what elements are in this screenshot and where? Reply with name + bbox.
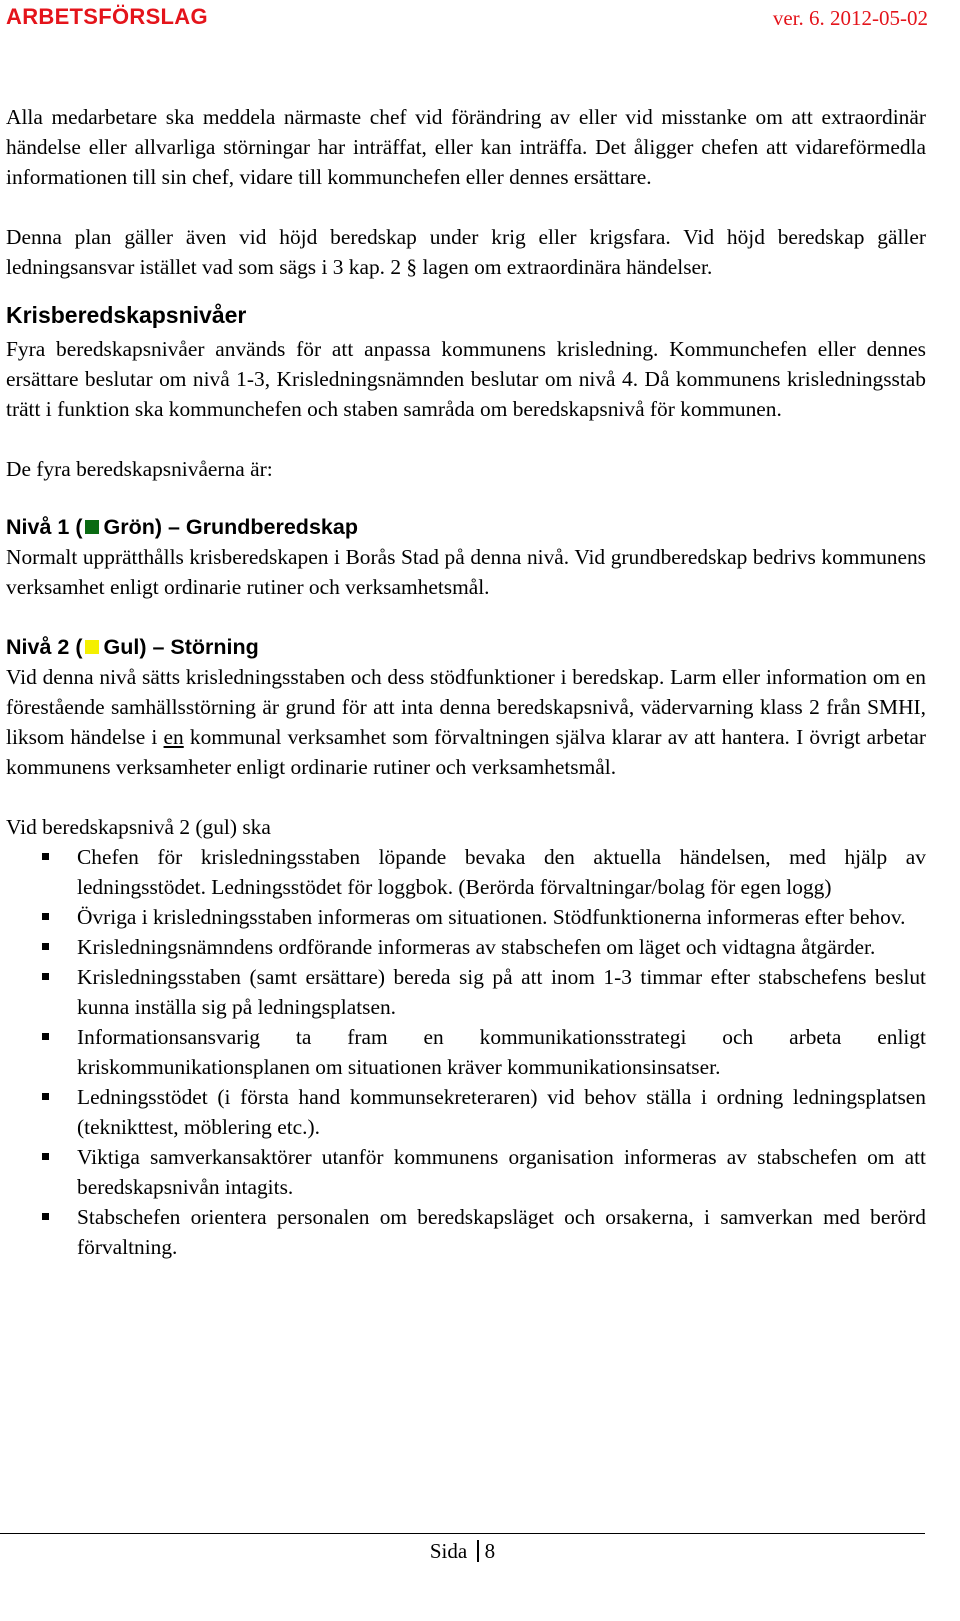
document-status-title: ARBETSFÖRSLAG [6,4,208,29]
document-body [6,102,926,1262]
page-header [0,0,960,40]
level-2-actions-intro: Vid beredskapsnivå 2 (gul) ska [6,815,271,839]
square-bullet-icon [42,913,49,920]
green-square-icon [85,520,99,534]
list-item: Ledningsstödet (i första hand kommunsekreteraren) vid behov ställa i ordning ledningsplatsen (teknikttest, möblering etc.). [6,1082,926,1142]
page-separator [477,1540,479,1562]
square-bullet-icon [42,1153,49,1160]
level-2-heading-suffix: Gul) – Störning [103,635,259,659]
section-paragraph-1: Fyra beredskapsnivåer används för att anpassa kommunens krisledning. Kommunchefen eller dennes ersättare beslutar om nivå 1-3, Krisledningsnämnden beslutar om nivå 4. Då kommunens krisledningsstab trätt i funktion ska kommunchefen och staben samråda om beredskapsnivå för kommunen. [6,337,926,421]
square-bullet-icon [42,973,49,980]
list-item: Stabschefen orientera personalen om beredskapsläget och orsakerna, i samverkan med berörd förvaltning. [6,1202,926,1262]
page-number: 8 [484,1539,496,1563]
square-bullet-icon [42,1033,49,1040]
level-2-text-part-1: Vid denna nivå sätts krisledningsstaben och dess stödfunktioner i beredskap. Larm eller information om en förestående samhällsstörning är grund för att inta denna beredskapsnivå, vädervarning klass 2 från SMHI, liksom händelse i [6,665,926,749]
list-item: Övriga i krisledningsstaben informeras om situationen. Stödfunktionerna informeras efter behov. [6,902,926,932]
section-heading: Krisberedskapsnivåer [6,302,247,328]
list-item: Viktiga samverkansaktörer utanför kommunens organisation informeras av stabschefen om att beredskapsnivån intagits. [6,1142,926,1202]
square-bullet-icon [42,943,49,950]
level-1-text: Normalt upprätthålls krisberedskapen i Borås Stad på denna nivå. Vid grundberedskap bedrivs kommunens verksamhet enligt ordinarie rutiner och verksamhetsmål. [6,545,926,599]
list-item: Informationsansvarig ta fram en kommunikationsstrategi och arbeta enligt kriskommunikationsplanen om situationen kräver kommunikationsinsatser. [6,1022,926,1082]
level-1-heading [6,512,926,542]
square-bullet-icon [42,1093,49,1100]
page-label: Sida [429,1539,468,1563]
document-version: ver. 6. 2012-05-02 [772,6,928,30]
level-2-actions-list [6,842,926,1262]
list-item: Chefen för krisledningsstaben löpande bevaka den aktuella händelsen, med hjälp av ledningsstödet. Ledningsstödet för loggbok. (Berörda förvaltningar/bolag för egen logg) [6,842,926,902]
square-bullet-icon [42,853,49,860]
level-1-heading-prefix: Nivå 1 ( [6,515,83,539]
level-1-heading-suffix: Grön) – Grundberedskap [103,515,358,539]
intro-paragraph-2: Denna plan gäller även vid höjd beredskap under krig eller krigsfara. Vid höjd beredskap gäller ledningsansvar istället vad som sägs i 3 kap. 2 § lagen om extraordinära händelser. [6,225,926,279]
intro-paragraph-1: Alla medarbetare ska meddela närmaste chef vid förändring av eller vid misstanke om att extraordinär händelse eller allvarliga störningar har inträffat, eller kan inträffa. Det åligger chefen att vidareförmedla informationen till sin chef, vidare till kommunchefen eller dennes ersättare. [6,105,926,189]
list-item: Krisledningsnämndens ordförande informeras av stabschefen om läget och vidtagna åtgärder. [6,932,926,962]
page-footer [0,1536,925,1566]
level-2-text [6,662,926,782]
list-item: Krisledningsstaben (samt ersättare) bereda sig på att inom 1-3 timmar efter stabschefens beslut kunna inställa sig på ledningsplatsen. [6,962,926,1022]
section-paragraph-2: De fyra beredskapsnivåerna är: [6,457,273,481]
footer-divider [0,1533,925,1534]
yellow-square-icon [85,640,99,654]
level-2-heading-prefix: Nivå 2 ( [6,635,83,659]
level-2-text-part-2: kommunal verksamhet som förvaltningen själva klarar av att hantera. I övrigt arbetar kommunens verksamheter enligt ordinarie rutiner och verksamhetsmål. [6,725,927,779]
square-bullet-icon [42,1213,49,1220]
level-2-heading [6,632,926,662]
level-2-text-underlined: en [163,725,184,749]
